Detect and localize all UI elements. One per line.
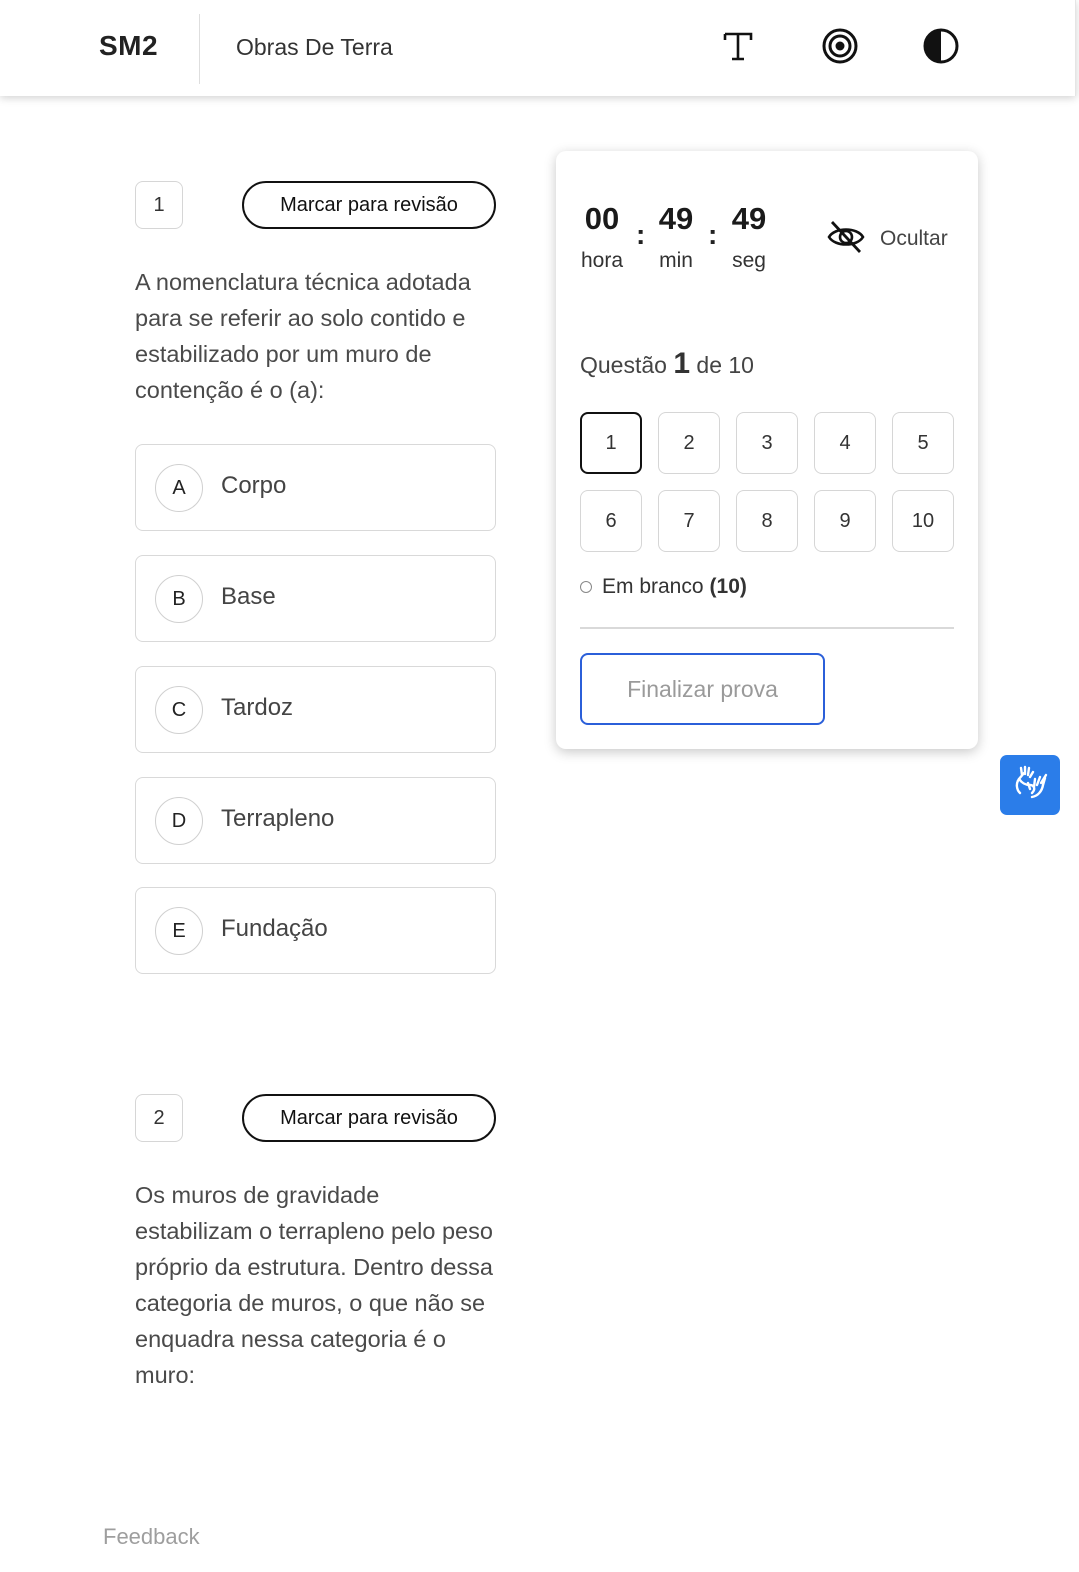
- timer-seconds: 49: [731, 201, 767, 236]
- option-letter: C: [155, 686, 203, 734]
- question-counter: [580, 347, 754, 381]
- question-number: 2: [135, 1094, 183, 1142]
- hide-timer-button[interactable]: [826, 219, 966, 259]
- counter-prefix: Questão: [580, 352, 667, 378]
- hide-timer-label: Ocultar: [880, 227, 948, 250]
- option-letter: B: [155, 575, 203, 623]
- question-number: 1: [135, 181, 183, 229]
- option-letter: E: [155, 907, 203, 955]
- timer-minutes: 49: [658, 201, 694, 236]
- brand-logo[interactable]: SM2: [99, 30, 159, 61]
- question-nav-button[interactable]: 3: [736, 412, 798, 474]
- counter-suffix: de 10: [696, 352, 754, 378]
- timer-hours: 00: [584, 201, 620, 236]
- option-letter: A: [155, 464, 203, 512]
- question-nav-button[interactable]: 10: [892, 490, 954, 552]
- counter-current: 1: [673, 347, 691, 380]
- option-text: Terrapleno: [221, 805, 335, 832]
- finish-exam-button[interactable]: Finalizar prova: [580, 653, 825, 725]
- option-letter: D: [155, 797, 203, 845]
- answer-option-c[interactable]: [135, 666, 496, 753]
- answer-option-b[interactable]: [135, 555, 496, 642]
- question-nav-button[interactable]: 5: [892, 412, 954, 474]
- question-nav-button[interactable]: 9: [814, 490, 876, 552]
- blank-count: (10): [709, 575, 747, 598]
- question-text: Os muros de gravidade estabilizam o terrapleno pelo peso próprio da estrutura. Dentro dessa categoria de muros, o que não se enquadra nessa categoria é o muro:: [135, 1182, 493, 1388]
- exam-status-card: [556, 151, 978, 749]
- font-size-icon[interactable]: [718, 26, 758, 66]
- timer-minutes-label: min: [659, 249, 693, 272]
- blank-dot-icon: [580, 581, 592, 593]
- timer-separator: :: [708, 219, 718, 250]
- feedback-link[interactable]: Feedback: [103, 1524, 200, 1549]
- option-text: Fundação: [221, 915, 328, 942]
- mark-for-review-button[interactable]: Marcar para revisão: [242, 1094, 496, 1142]
- question-nav-button[interactable]: 6: [580, 490, 642, 552]
- eye-off-icon: [826, 219, 866, 260]
- card-divider: [580, 627, 954, 629]
- answer-option-a[interactable]: [135, 444, 496, 531]
- question-nav-button[interactable]: 4: [814, 412, 876, 474]
- option-text: Corpo: [221, 472, 287, 499]
- blank-legend: [580, 575, 747, 599]
- question-nav-button[interactable]: 2: [658, 412, 720, 474]
- blank-label: Em branco: [602, 575, 704, 598]
- timer-seconds-label: seg: [732, 249, 766, 272]
- top-header: [0, 0, 1076, 96]
- timer-hours-label: hora: [580, 249, 624, 272]
- answer-option-e[interactable]: [135, 887, 496, 974]
- timer-separator: :: [636, 219, 646, 250]
- target-icon[interactable]: [820, 26, 860, 66]
- course-title: Obras De Terra: [236, 34, 393, 60]
- answer-option-d[interactable]: [135, 777, 496, 864]
- option-text: Tardoz: [221, 694, 294, 721]
- question-nav-button[interactable]: 8: [736, 490, 798, 552]
- question-nav-button[interactable]: 7: [658, 490, 720, 552]
- mark-for-review-button[interactable]: Marcar para revisão: [242, 181, 496, 229]
- contrast-icon[interactable]: [921, 26, 961, 66]
- sign-language-hands-icon: [1010, 763, 1050, 808]
- sign-language-button[interactable]: [1000, 755, 1060, 815]
- question-nav-button[interactable]: 1: [580, 412, 642, 474]
- question-text: A nomenclatura técnica adotada para se referir ao solo contido e estabilizado por um muro de contenção é o (a):: [135, 269, 471, 403]
- option-text: Base: [221, 583, 276, 610]
- header-divider: [199, 14, 200, 84]
